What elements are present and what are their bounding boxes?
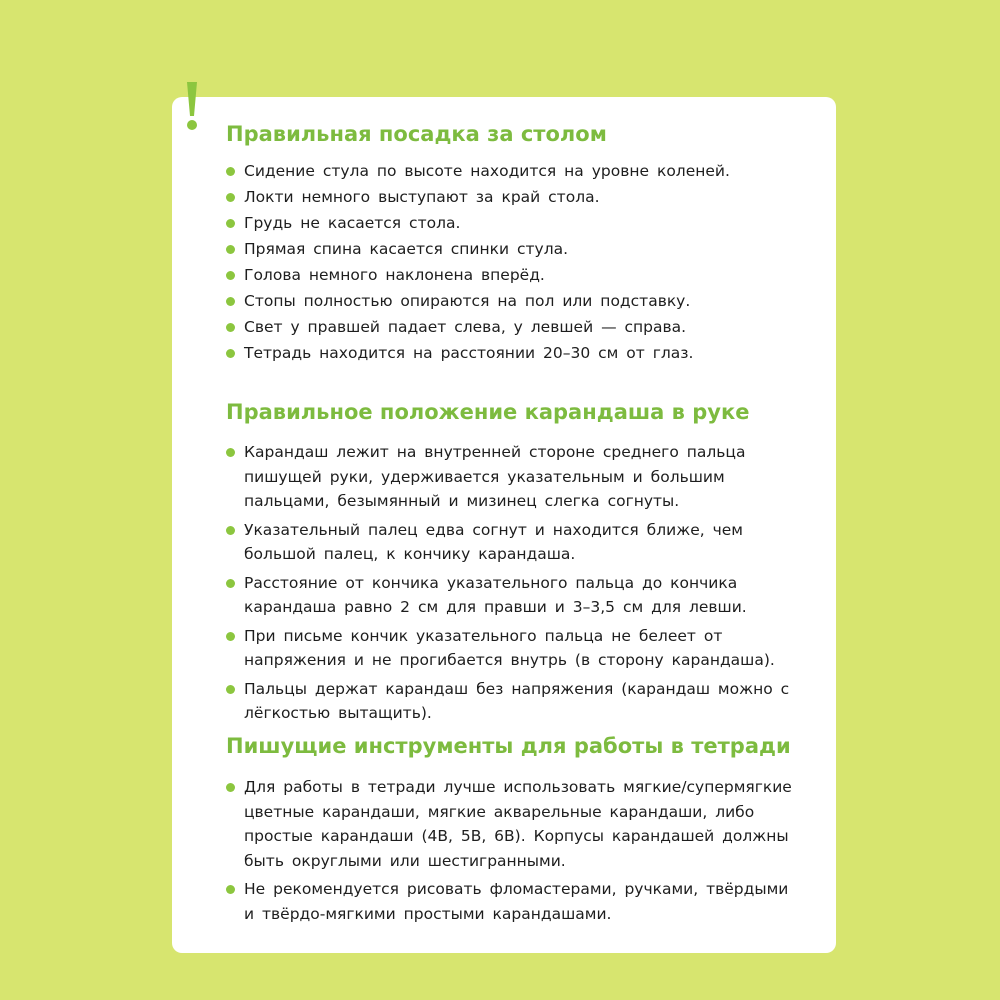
bullet-icon <box>226 167 235 176</box>
list-item <box>226 677 796 726</box>
list-item <box>226 315 796 340</box>
list-item <box>226 775 796 873</box>
section-title: Правильная посадка за столом <box>226 122 607 146</box>
list-item-text: Не рекомендуется рисовать фломастерами, ручками, твёрдыми и твёрдо-мягкими простыми карандашами. <box>244 880 789 923</box>
bullet-icon <box>226 271 235 280</box>
bullet-list <box>226 440 796 726</box>
list-item <box>226 877 796 926</box>
bullet-icon <box>226 783 235 792</box>
bullet-icon <box>226 193 235 202</box>
list-item <box>226 440 796 514</box>
list-item-text: Карандаш лежит на внутренней стороне среднего пальца пишущей руки, удерживается указательным и большим пальцами, безымянный и мизинец слегка согнуты. <box>244 443 746 510</box>
exclamation-icon <box>185 80 199 132</box>
list-item-text: Расстояние от кончика указательного пальца до кончика карандаша равно 2 см для правши и 3–3,5 см для левши. <box>244 573 747 616</box>
bullet-icon <box>226 245 235 254</box>
bullet-icon <box>226 297 235 306</box>
list-item-text: Пальцы держат карандаш без напряжения (карандаш можно с лёгкостью вытащить). <box>244 679 790 722</box>
section-title: Правильное положение карандаша в руке <box>226 400 750 424</box>
bullet-list <box>226 159 796 366</box>
list-item-text: Сидение стула по высоте находится на уровне коленей. <box>244 162 730 180</box>
bullet-icon <box>226 526 235 535</box>
list-item <box>226 518 796 567</box>
list-item <box>226 571 796 620</box>
bullet-icon <box>226 579 235 588</box>
bullet-icon <box>226 349 235 358</box>
list-item-text: Свет у правшей падает слева, у левшей — справа. <box>244 318 687 336</box>
bullet-icon <box>226 448 235 457</box>
bullet-icon <box>226 632 235 641</box>
list-item <box>226 624 796 673</box>
list-item-text: Тетрадь находится на расстоянии 20–30 см от глаз. <box>244 344 694 362</box>
list-item <box>226 185 796 210</box>
section-title: Пишущие инструменты для работы в тетради <box>226 734 791 758</box>
list-item <box>226 263 796 288</box>
list-item-text: При письме кончик указательного пальца не белеет от напряжения и не прогибается внутрь (в сторону карандаша). <box>244 626 775 669</box>
bullet-icon <box>226 685 235 694</box>
list-item <box>226 237 796 262</box>
list-item-text: Указательный палец едва согнут и находится ближе, чем большой палец, к кончику карандаша. <box>244 520 743 563</box>
section-seating <box>226 121 796 367</box>
bullet-list <box>226 775 796 926</box>
list-item <box>226 211 796 236</box>
section-pencil-grip <box>226 399 796 730</box>
list-item <box>226 341 796 366</box>
list-item-text: Голова немного наклонена вперёд. <box>244 266 545 284</box>
list-item-text: Для работы в тетради лучше использовать мягкие/супермягкие цветные карандаши, мягкие акварельные карандаши, либо простые карандаши (4B, 5B, 6B). Корпусы карандашей должны быть округлыми или шестигранными. <box>244 778 792 870</box>
list-item <box>226 289 796 314</box>
list-item-text: Грудь не касается стола. <box>244 214 461 232</box>
list-item <box>226 159 796 184</box>
bullet-icon <box>226 219 235 228</box>
bullet-icon <box>226 323 235 332</box>
list-item-text: Локти немного выступают за край стола. <box>244 188 600 206</box>
bullet-icon <box>226 885 235 894</box>
list-item-text: Прямая спина касается спинки стула. <box>244 240 569 258</box>
list-item-text: Стопы полностью опираются на пол или подставку. <box>244 292 691 310</box>
section-writing-tools <box>226 733 796 930</box>
